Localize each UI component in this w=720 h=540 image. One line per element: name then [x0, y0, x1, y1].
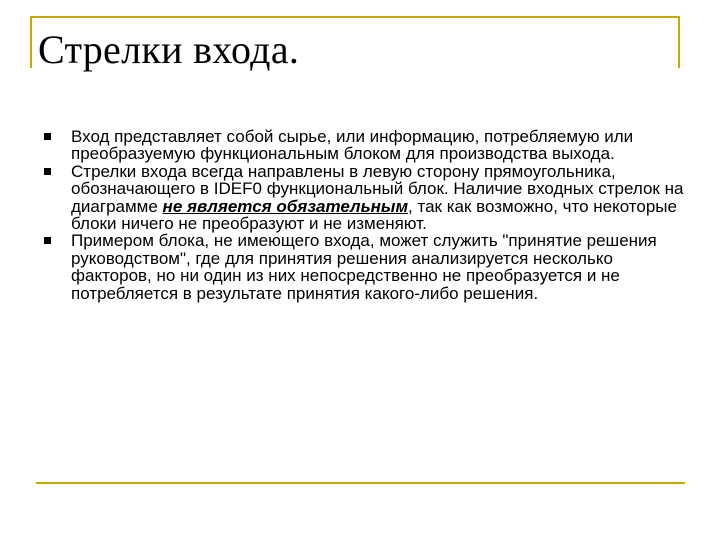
bullet-text: Примером блока, не имеющего входа, может служить "принятие решения руководством", где для принятия решения анализируется несколько факторов, но ни один из них непосредственно не преобразуется и не потребляется в результате принятия какого-либо решения. [71, 231, 657, 303]
top-border-line [30, 16, 680, 18]
bullet-item-input-direction [44, 163, 684, 233]
left-border-line [30, 16, 32, 68]
bullet-item-input-definition [44, 128, 684, 163]
slide-title: Стрелки входа. [38, 27, 300, 72]
bullet-list [44, 128, 684, 302]
emphasized-text: не является обязательным [162, 196, 409, 216]
square-bullet-icon [44, 168, 51, 175]
bullet-text: Вход представляет собой сырье, или информацию, потребляемую или преобразуемую функциональным блоком для производства выхода. [71, 127, 634, 164]
square-bullet-icon [44, 133, 51, 140]
right-border-line [678, 16, 680, 68]
bottom-border-line [36, 482, 685, 484]
square-bullet-icon [44, 237, 51, 244]
bullet-item-no-input-example [44, 232, 684, 302]
bullet-text-start: Стрелки входа всегда направлены в левую сторону прямоугольника, обозначающего в IDEF0 функциональный блок. Наличие входных стрелок на диаграмме [71, 161, 684, 216]
bullet-text-end: , так как возможно, что некоторые блоки ничего не преобразуют и не изменяют. [71, 196, 677, 234]
